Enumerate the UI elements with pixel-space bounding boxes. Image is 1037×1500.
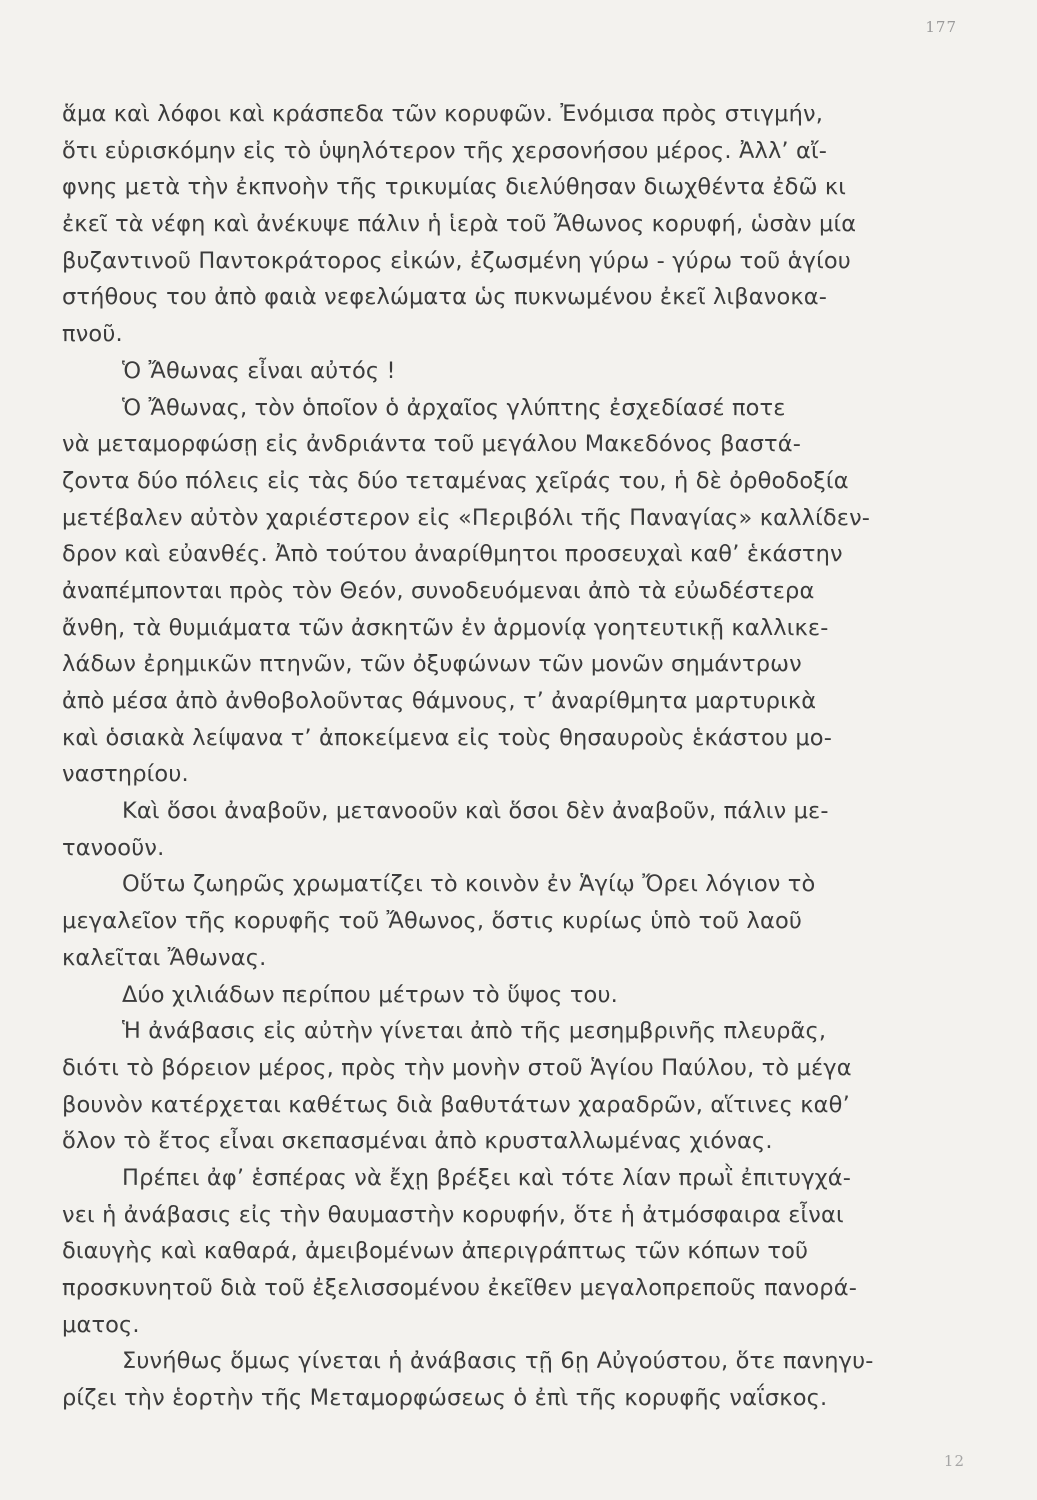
text-line: στήθους του ἀπὸ φαιὰ νεφελώματα ὡς πυκνωμένου ἐκεῖ λιβανοκα- (62, 284, 828, 311)
text-line: Πρέπει ἀφ’ ἑσπέρας νὰ ἔχῃ βρέξει καὶ τότε λίαν πρωῒ ἐπιτυγχά- (122, 1164, 852, 1191)
text-line: Ὁ Ἄθωνας, τὸν ὁποῖον ὁ ἀρχαῖος γλύπτης ἐσχεδίασέ ποτε (122, 394, 786, 421)
text-line: μετέβαλεν αὐτὸν χαριέστερον εἰς «Περιβόλι τῆς Παναγίας» καλλίδεν- (62, 504, 871, 531)
text-line: ναστηρίου. (62, 761, 189, 788)
signature-mark: 12 (943, 1452, 965, 1470)
text-line: Δύο χιλιάδων περίπου μέτρων τὸ ὕψος του. (122, 981, 618, 1008)
text-line: διότι τὸ βόρειον μέρος, πρὸς τὴν μονὴν στοῦ Ἁγίου Παύλου, τὸ μέγα (62, 1054, 852, 1081)
text-line: Ὁ Ἄθωνας εἶναι αὐτός ! (122, 357, 396, 384)
text-line: ἀπὸ μέσα ἀπὸ ἀνθοβολοῦντας θάμνους, τ’ ἀναρίθμητα μαρτυρικὰ (62, 688, 817, 714)
text-line: φνης μετὰ τὴν ἐκπνοὴν τῆς τρικυμίας διελύθησαν διωχθέντα ἐδῶ κι (62, 174, 847, 201)
text-line: ἄνθη, τὰ θυμιάματα τῶν ἀσκητῶν ἐν ἁρμονίᾳ γοητευτικῇ καλλικε- (62, 614, 829, 641)
text-line: Οὕτω ζωηρῶς χρωματίζει τὸ κοινὸν ἐν Ἁγίῳ Ὄρει λόγιον τὸ (122, 871, 816, 898)
text-line: καλεῖται Ἄθωνας. (62, 944, 267, 971)
text-line: ματος. (62, 1311, 140, 1338)
text-line: ἐκεῖ τὰ νέφη καὶ ἀνέκυψε πάλιν ἡ ἱερὰ τοῦ Ἄθωνος κορυφή, ὡσὰν μία (62, 211, 857, 238)
text-line: ὅτι εὑρισκόμην εἰς τὸ ὑψηλότερον τῆς χερσονήσου μέρος. Ἀλλ’ αἴ- (62, 137, 828, 164)
text-line: Καὶ ὅσοι ἀναβοῦν, μετανοοῦν καὶ ὅσοι δὲν ἀναβοῦν, πάλιν με- (122, 798, 829, 825)
text-line: δρον καὶ εὐανθές. Ἀπὸ τούτου ἀναρίθμητοι προσευχαὶ καθ’ ἑκάστην (62, 541, 843, 568)
text-line: τανοοῦν. (62, 834, 165, 861)
text-line: ἅμα καὶ λόφοι καὶ κράσπεδα τῶν κορυφῶν. Ἐνόμισα πρὸς στιγμήν, (62, 101, 824, 127)
text-line: καὶ ὁσιακὰ λείψανα τ’ ἀποκείμενα εἰς τοὺς θησαυροὺς ἑκάστου μο- (62, 724, 832, 751)
text-line: ρίζει τὴν ἑορτὴν τῆς Μεταμορφώσεως ὁ ἐπὶ τῆς κορυφῆς ναΐσκος. (62, 1385, 828, 1412)
text-line: πνοῦ. (62, 321, 123, 348)
text-line: νὰ μεταμορφώσῃ εἰς ἀνδριάντα τοῦ μεγάλου Μακεδόνος βαστά- (62, 431, 801, 458)
page-number: 177 (925, 18, 957, 36)
text-line: βουνὸν κατέρχεται καθέτως διὰ βαθυτάτων χαραδρῶν, αἵτινες καθ’ (62, 1091, 850, 1118)
text-line: διαυγὴς καὶ καθαρά, ἀμειβομένων ἀπεριγράπτως τῶν κόπων τοῦ (62, 1238, 809, 1265)
text-line: ἀναπέμπονται πρὸς τὸν Θεόν, συνοδευόμεναι ἀπὸ τὰ εὐωδέστερα (62, 577, 815, 604)
text-line: προσκυνητοῦ διὰ τοῦ ἐξελισσομένου ἐκεῖθεν μεγαλοπρεποῦς πανορά- (62, 1275, 857, 1301)
text-line: Συνήθως ὅμως γίνεται ἡ ἀνάβασις τῇ 6ῃ Αὐγούστου, ὅτε πανηγυ- (122, 1348, 874, 1375)
text-line: Ἡ ἀνάβασις εἰς αὐτὴν γίνεται ἀπὸ τῆς μεσημβρινῆς πλευρᾶς, (122, 1018, 827, 1045)
text-line: ζοντα δύο πόλεις εἰς τὰς δύο τεταμένας χεῖράς του, ἡ δὲ ὀρθοδοξία (62, 467, 849, 494)
body-text (62, 96, 962, 1417)
text-line: νει ἡ ἀνάβασις εἰς τὴν θαυμαστὴν κορυφήν, ὅτε ἡ ἀτμόσφαιρα εἶναι (62, 1201, 844, 1228)
text-line: ὅλον τὸ ἔτος εἶναι σκεπασμέναι ἀπὸ κρυσταλλωμένας χιόνας. (62, 1128, 773, 1155)
text-line: βυζαντινοῦ Παντοκράτορος εἰκών, ἐζωσμένη γύρω - γύρω τοῦ ἁγίου (62, 247, 851, 274)
text-line: λάδων ἐρημικῶν πτηνῶν, τῶν ὀξυφώνων τῶν μονῶν σημάντρων (62, 651, 802, 678)
text-line: μεγαλεῖον τῆς κορυφῆς τοῦ Ἄθωνος, ὅστις κυρίως ὑπὸ τοῦ λαοῦ (62, 908, 803, 935)
